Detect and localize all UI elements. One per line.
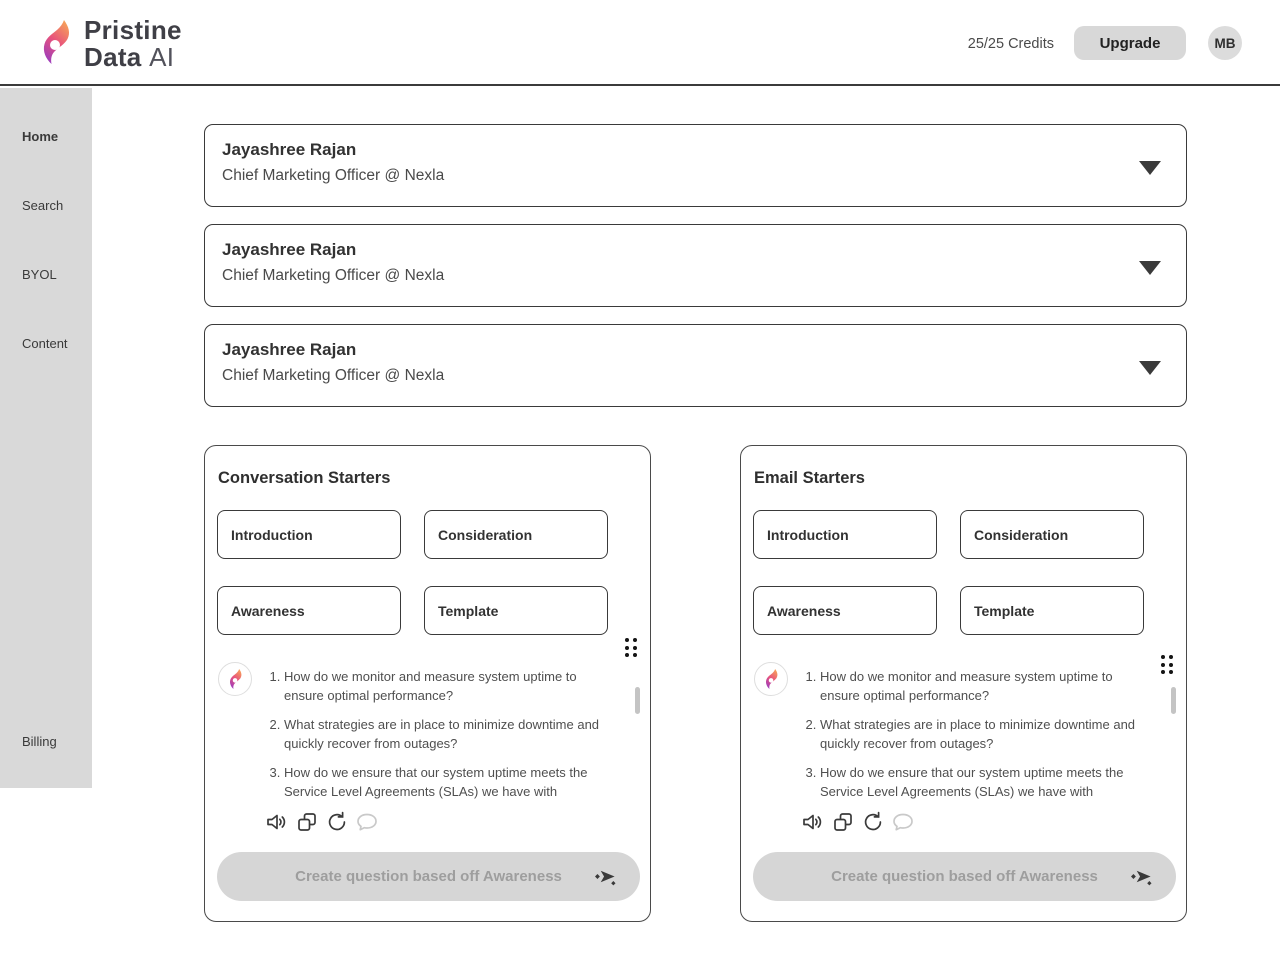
category-button-introduction[interactable]: Introduction xyxy=(753,510,937,559)
profile-card[interactable] xyxy=(204,124,1187,207)
question-list xyxy=(804,668,1150,812)
header xyxy=(0,0,1280,86)
pristine-logo-icon xyxy=(38,20,74,69)
profile-name: Jayashree Rajan xyxy=(222,340,357,359)
category-button-template[interactable]: Template xyxy=(424,586,608,635)
brand-line1: Pristine xyxy=(84,15,182,45)
profile-title: Chief Marketing Officer @ Nexla xyxy=(222,267,445,284)
send-sparkle-icon xyxy=(593,865,618,892)
user-avatar[interactable]: MB xyxy=(1208,26,1242,60)
brand-line2-light: AI xyxy=(149,42,175,72)
refresh-icon[interactable] xyxy=(325,810,349,834)
profile-card[interactable] xyxy=(204,324,1187,407)
question-item: 1. How do we monitor and measure system uptime to ensure optimal performance? xyxy=(820,668,1136,705)
conversation-starters-panel xyxy=(204,445,651,922)
copy-icon[interactable] xyxy=(295,810,319,834)
category-button-consideration[interactable]: Consideration xyxy=(424,510,608,559)
chevron-down-icon[interactable] xyxy=(1139,261,1161,275)
question-item: 1. How do we monitor and measure system uptime to ensure optimal performance? xyxy=(284,668,600,705)
email-starters-panel xyxy=(740,445,1187,922)
drag-handle-icon[interactable] xyxy=(1161,655,1173,674)
speaker-icon[interactable] xyxy=(801,810,825,834)
chevron-down-icon[interactable] xyxy=(1139,361,1161,375)
question-list xyxy=(268,668,614,812)
credits-label: 25/25 Credits xyxy=(967,36,1054,52)
pristine-logo-icon xyxy=(764,669,779,689)
sidebar-item-content[interactable]: Content xyxy=(22,336,68,351)
category-button-awareness[interactable]: Awareness xyxy=(217,586,401,635)
create-question-label: Create question based off Awareness xyxy=(831,868,1098,885)
brand-line2-strong: Data xyxy=(84,42,142,72)
assistant-avatar xyxy=(754,662,788,696)
category-button-consideration[interactable]: Consideration xyxy=(960,510,1144,559)
drag-handle-icon[interactable] xyxy=(625,638,637,657)
category-button-introduction[interactable]: Introduction xyxy=(217,510,401,559)
brand-text xyxy=(84,17,182,71)
copy-icon[interactable] xyxy=(831,810,855,834)
refresh-icon[interactable] xyxy=(861,810,885,834)
question-item: 3. How do we ensure that our system uptime meets the Service Level Agreements (SLAs) we have with xyxy=(284,764,600,801)
brand xyxy=(38,17,182,71)
sidebar-item-billing[interactable]: Billing xyxy=(22,734,57,749)
scrollbar-thumb[interactable] xyxy=(635,687,640,714)
create-question-button[interactable] xyxy=(753,852,1176,901)
create-question-button[interactable] xyxy=(217,852,640,901)
create-question-label: Create question based off Awareness xyxy=(295,868,562,885)
panel-title: Email Starters xyxy=(754,469,865,487)
send-sparkle-icon xyxy=(1129,865,1154,892)
profile-title: Chief Marketing Officer @ Nexla xyxy=(222,167,445,184)
chevron-down-icon[interactable] xyxy=(1139,161,1161,175)
message-actions xyxy=(265,810,379,834)
profile-card[interactable] xyxy=(204,224,1187,307)
profile-title: Chief Marketing Officer @ Nexla xyxy=(222,367,445,384)
assistant-avatar xyxy=(218,662,252,696)
panel-title: Conversation Starters xyxy=(218,469,391,487)
question-item: 2. What strategies are in place to minimize downtime and quickly recover from outages? xyxy=(284,716,600,753)
speaker-icon[interactable] xyxy=(265,810,289,834)
sidebar-item-home[interactable]: Home xyxy=(22,129,59,144)
profile-name: Jayashree Rajan xyxy=(222,240,357,259)
category-button-template[interactable]: Template xyxy=(960,586,1144,635)
category-button-awareness[interactable]: Awareness xyxy=(753,586,937,635)
message-actions xyxy=(801,810,915,834)
question-item: 3. How do we ensure that our system uptime meets the Service Level Agreements (SLAs) we have with xyxy=(820,764,1136,801)
scrollbar-thumb[interactable] xyxy=(1171,687,1176,714)
comment-icon[interactable] xyxy=(355,810,379,834)
profile-name: Jayashree Rajan xyxy=(222,140,357,159)
sidebar xyxy=(0,88,92,788)
sidebar-item-search[interactable]: Search xyxy=(22,198,64,213)
pristine-logo-icon xyxy=(228,669,243,689)
comment-icon[interactable] xyxy=(891,810,915,834)
sidebar-item-byol[interactable]: BYOL xyxy=(22,267,57,282)
question-item: 2. What strategies are in place to minimize downtime and quickly recover from outages? xyxy=(820,716,1136,753)
upgrade-button[interactable]: Upgrade xyxy=(1074,26,1186,60)
